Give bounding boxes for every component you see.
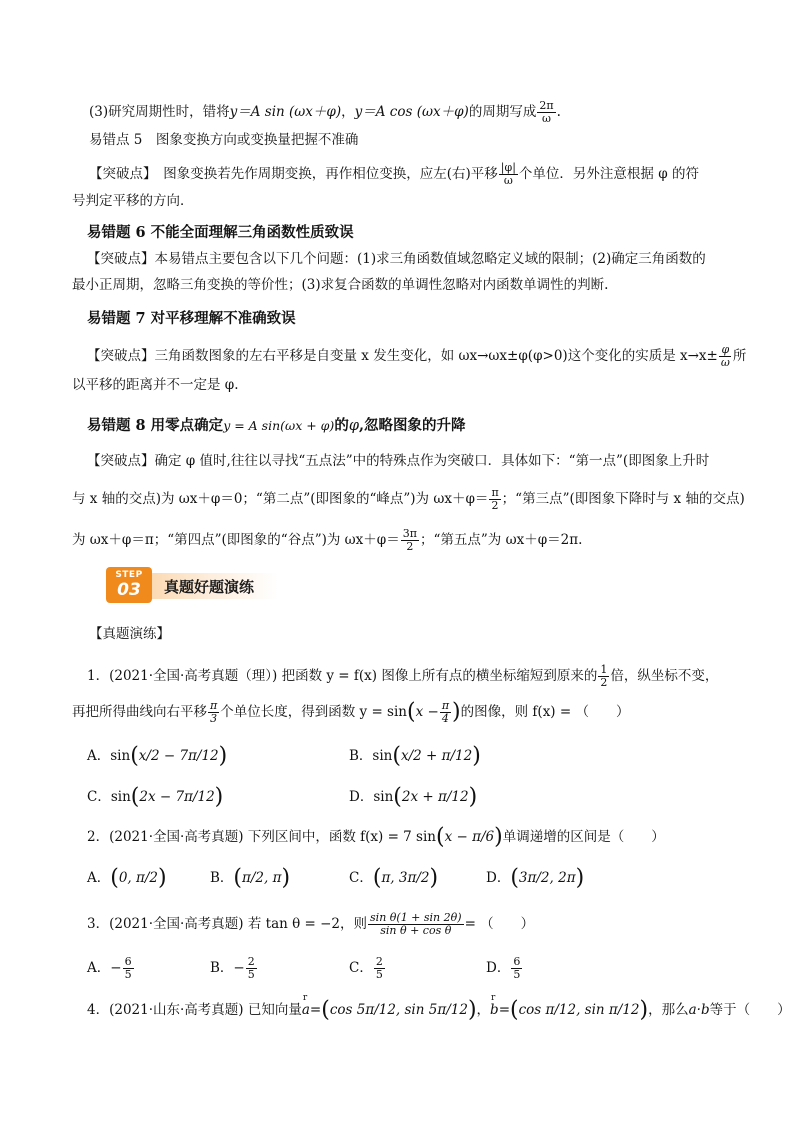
error-3-prefix: (3)研究周期性时，错将 (89, 104, 230, 120)
option-label: C．sin (87, 789, 131, 805)
option-label: C． (349, 870, 373, 886)
fraction-denominator: 5 (124, 968, 132, 981)
error-5-line1 (89, 162, 699, 187)
fraction-numerator: 6 (124, 955, 132, 968)
option-fraction (246, 956, 257, 981)
problem-1-line1 (87, 664, 718, 689)
fraction-denominator: 5 (513, 968, 521, 981)
q8-line3 (72, 528, 582, 553)
problem-4-text2: ，那么 (648, 1002, 689, 1018)
q7-line2: 以平移的距离并不一定是 φ. (72, 377, 239, 393)
option-expression: 0, π/2 (118, 870, 159, 886)
option-expression: π, 3π/2 (381, 870, 430, 886)
option-label: B． (210, 870, 234, 886)
paren-close: ) (429, 865, 439, 891)
problem-2-option-b[interactable] (210, 865, 291, 891)
fraction-numerator: π (491, 486, 499, 499)
paren-open: ( (130, 784, 140, 810)
option-label: C． (349, 960, 373, 976)
option-label: A． (87, 870, 111, 886)
fraction-denominator: 5 (375, 968, 383, 981)
option-label: B．− (210, 960, 245, 976)
problem-1-option-a[interactable] (87, 743, 228, 769)
paren-open: ( (372, 865, 382, 891)
step-box (106, 567, 152, 603)
step-label: STEP (115, 570, 143, 580)
fraction-numerator: 3π (402, 527, 417, 540)
problem-4-text3: 等于（ ） (709, 1002, 791, 1018)
dot-product: a·b (688, 1002, 710, 1018)
q6-line1: 【突破点】本易错点主要包含以下几个问题：(1)求三角函数值域忽略定义域的限制；(2)确定三角函数的 (87, 251, 706, 267)
paren-open: ( (510, 997, 519, 1023)
shift-fraction (499, 162, 518, 187)
problem-2-text: 2．(2021·全国·高考真题) 下列区间中，函数 f(x) = 7 sin (87, 829, 437, 845)
paren-close: ) (494, 824, 503, 850)
fraction-numerator: |φ| (500, 161, 516, 174)
period-mark: . (556, 104, 561, 120)
option-label: D．sin (349, 789, 394, 805)
error-3-suffix: 的周期写成 (468, 104, 537, 120)
error-5-line2: 号判定平移的方向． (72, 193, 194, 209)
problem-3-option-b[interactable] (210, 956, 258, 981)
fraction-denominator: ω (503, 174, 513, 187)
q8-title-phi: φ (348, 418, 359, 434)
problem-3-option-a[interactable] (87, 956, 135, 981)
step-number: 03 (117, 580, 141, 600)
paren-open: ( (392, 743, 401, 769)
q8-title-formula: y = A sin(ωx + φ) (223, 418, 335, 433)
vector-b-letter: b (490, 1002, 499, 1018)
option-label: D． (486, 870, 511, 886)
problem-2-arg: x − π/6 (444, 829, 495, 845)
problem-1-arg: x − (415, 704, 439, 720)
step-title: 真题好题演练 (164, 578, 255, 596)
error-5-text1: 图象变换若先作周期变换，再作相位变换，应左(右)平移 (149, 166, 498, 182)
option-fraction (123, 956, 134, 981)
problem-3-expression (368, 912, 464, 937)
breakthrough-label: 【突破点】 (89, 166, 150, 182)
vector-b (490, 993, 499, 1019)
paren-close: ) (639, 997, 649, 1023)
problem-1-half (598, 664, 609, 689)
fraction-denominator: ω (720, 356, 730, 369)
option-label: A．sin (87, 748, 131, 764)
fraction-numerator: 6 (513, 955, 521, 968)
vector-a-letter: a (301, 1002, 310, 1018)
fraction-numerator: 2 (247, 955, 255, 968)
vector-a-components: cos 5π/12, sin 5π/12 (329, 1002, 468, 1018)
formula-cos: y＝A cos (ωx＋φ) (354, 104, 469, 120)
fraction-denominator: 2 (491, 499, 499, 512)
q8-line3-text2: ；“第五点”为 ωx＋φ＝2π. (419, 532, 583, 548)
q8-title-text2: 的 (334, 417, 349, 434)
problem-2-option-a[interactable] (87, 865, 167, 891)
q8-line3-text: 为 ωx＋φ＝π；“第四点”(即图象的“谷点”)为 ωx＋φ＝ (72, 532, 400, 548)
problem-3-option-c[interactable] (349, 956, 386, 981)
problem-1-option-c[interactable] (87, 784, 224, 810)
option-expression: 2x − 7π/12 (139, 789, 215, 805)
fraction-numerator: π (441, 699, 450, 712)
problem-3-text2: = （ ） (464, 916, 535, 932)
fraction-numerator: sin θ(1 + sin 2θ) (370, 911, 462, 924)
paren-open: ( (130, 743, 139, 769)
problem-1-option-d[interactable] (349, 784, 478, 810)
fraction-numerator: φ (721, 343, 730, 356)
fraction-denominator: 3 (210, 712, 218, 725)
q8-title-text: 易错题 8 用零点确定 (87, 417, 224, 434)
problem-4-text: 4．(2021·山东·高考真题) 已知向量 (87, 1002, 302, 1018)
paren-close: ) (575, 865, 585, 891)
vector-a (301, 993, 310, 1019)
problem-2-option-d[interactable] (486, 865, 585, 891)
q6-title: 易错题 6 不能全面理解三角函数性质致误 (87, 224, 354, 241)
paren-close: ) (214, 784, 224, 810)
problem-2-text2: 单调递增的区间是（ ） (502, 829, 665, 845)
fraction-denominator: 2 (600, 676, 608, 689)
fraction-numerator: 2π (539, 99, 554, 112)
period-fraction (537, 100, 555, 125)
q7-text-end: 所 (732, 348, 747, 364)
q7-fraction (719, 344, 732, 369)
error-3-line (89, 100, 561, 125)
problem-1-line2 (72, 700, 629, 725)
problem-1-pi-3 (208, 700, 219, 725)
vector-b-components: cos π/12, sin π/12 (518, 1002, 640, 1018)
formula-sin: y＝A sin (ωx＋φ) (229, 104, 342, 120)
problem-1-pi-4 (440, 700, 451, 725)
fraction-denominator: 5 (247, 968, 255, 981)
q8-line2 (72, 487, 745, 512)
paren-open: ( (510, 865, 519, 891)
q8-line2-text2: ；“第三点”(即图象下降时与 x 轴的交点) (501, 491, 745, 507)
option-label: D． (486, 960, 511, 976)
fraction-numerator: π (210, 699, 218, 712)
problem-4-line1 (87, 993, 791, 1023)
paren-close: ) (158, 865, 167, 891)
paren-close: ) (452, 699, 461, 725)
fraction-numerator: 1 (600, 663, 608, 676)
problem-1-text5: 的图像，则 f(x) = （ ） (460, 704, 630, 720)
problem-2-option-c[interactable] (349, 865, 439, 891)
equals-sign: = (498, 1002, 510, 1018)
paren-open: ( (393, 784, 402, 810)
option-expression: π/2, π (242, 870, 282, 886)
paren-close: ) (468, 784, 478, 810)
vector-arrow-mark: r (302, 993, 308, 1003)
paren-open: ( (436, 824, 445, 850)
problem-3-text: 3．(2021·全国·高考真题) 若 tan θ = −2，则 (87, 916, 368, 932)
option-expression: 3π/2, 2π (518, 870, 576, 886)
problem-3-option-d[interactable] (486, 956, 523, 981)
option-label: A．− (87, 960, 122, 976)
problem-1-text4: 个单位长度，得到函数 y = sin (220, 704, 407, 720)
problem-1-text2: 倍，纵坐标不变， (610, 668, 719, 684)
problem-1-option-b[interactable] (349, 743, 481, 769)
option-fraction (511, 956, 522, 981)
problem-2-line1 (87, 824, 665, 850)
q8-fraction-3pi-2 (401, 528, 419, 553)
paren-open: ( (321, 997, 330, 1023)
problem-3-line1 (87, 912, 534, 937)
paren-close: ) (472, 743, 481, 769)
paren-close: ) (218, 743, 228, 769)
q8-fraction-pi-2 (489, 487, 500, 512)
vector-arrow-mark: r (491, 993, 496, 1003)
equals-sign: = (309, 1002, 322, 1018)
option-expression: 2x + π/12 (401, 789, 469, 805)
problem-1-text3: 再把所得曲线向右平移 (72, 704, 207, 720)
option-expression: x/2 − 7π/12 (138, 748, 219, 764)
paren-close: ) (281, 865, 291, 891)
step-banner (106, 567, 276, 603)
section-label: 【真题演练】 (89, 626, 170, 642)
paren-close: ) (467, 997, 477, 1023)
fraction-denominator: 2 (406, 540, 414, 553)
comma: ， (476, 1002, 491, 1018)
q8-line1: 【突破点】确定 φ 值时,往往以寻找“五点法”中的特殊点作为突破口．具体如下：“第一点”(即图象上升时 (87, 453, 710, 469)
paren-open: ( (110, 865, 119, 891)
option-fraction (374, 956, 385, 981)
fraction-numerator: 2 (375, 955, 383, 968)
problem-1-text: 1．(2021·全国·高考真题（理）) 把函数 y = f(x) 图像上所有点的横坐标缩短到原来的 (87, 668, 598, 684)
error-5-text2: 个单位．另外注意根据 φ 的符 (518, 166, 699, 182)
q6-line2: 最小正周期，忽略三角变换的等价性；(3)求复合函数的单调性忽略对内函数单调性的判断. (72, 277, 609, 293)
q7-text: 【突破点】三角函数图象的左右平移是自变量 x 发生变化，如 ωx→ωx±φ(φ>0)这个变化的实质是 x→x± (87, 348, 718, 364)
option-expression: x/2 + π/12 (400, 748, 473, 764)
fraction-denominator: ω (541, 112, 551, 125)
q7-line1 (87, 344, 746, 369)
fraction-denominator: 4 (441, 712, 449, 725)
q8-line2-text: 与 x 轴的交点)为 ωx＋φ＝0；“第二点”(即图象的“峰点”)为 ωx＋φ＝ (72, 491, 489, 507)
paren-open: ( (233, 865, 243, 891)
separator: ， (341, 104, 355, 120)
q7-title: 易错题 7 对平移理解不准确致误 (87, 310, 296, 327)
q8-title (87, 417, 466, 435)
q8-title-text3: ,忽略图象的升降 (358, 417, 466, 434)
error-5-title: 易错点 5 图象变换方向或变换量把握不准确 (89, 132, 359, 148)
fraction-denominator: sin θ + cos θ (380, 924, 452, 937)
option-label: B．sin (349, 748, 393, 764)
paren-open: ( (407, 699, 416, 725)
